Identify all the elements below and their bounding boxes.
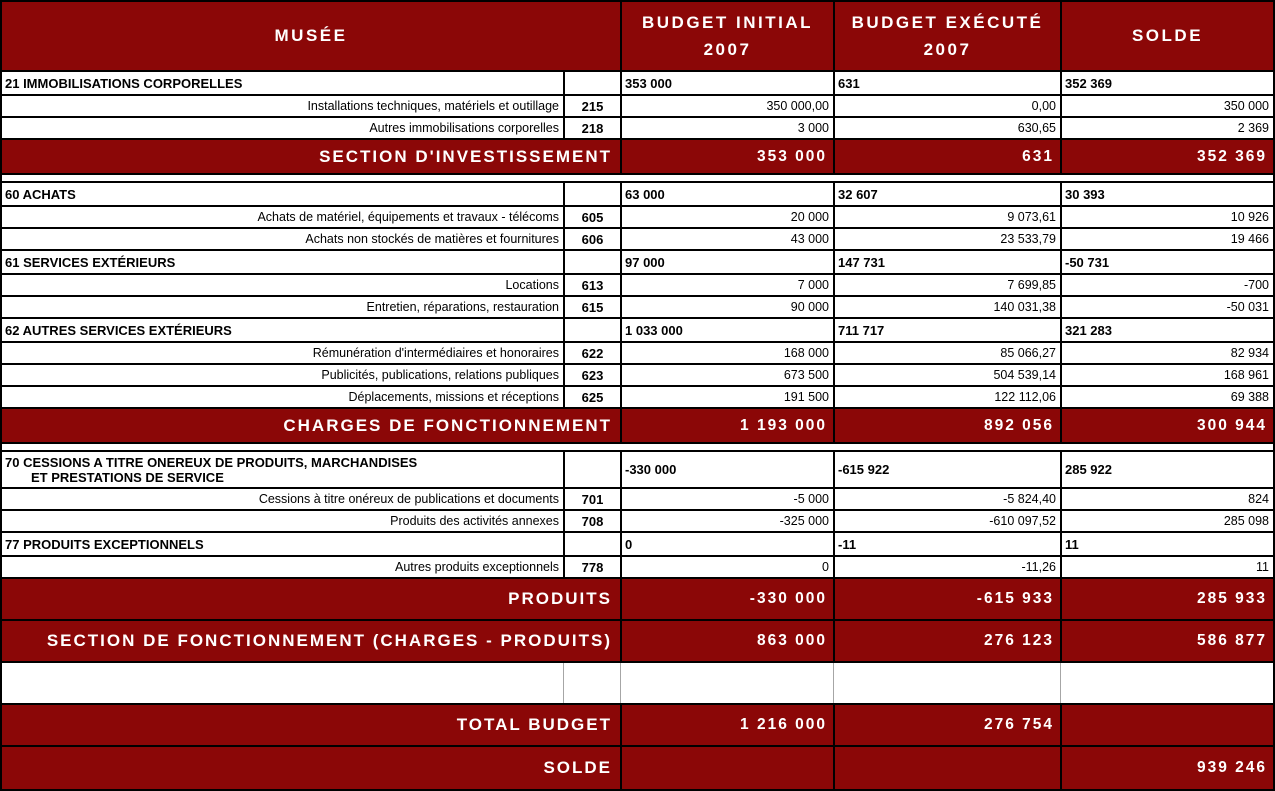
table-body — [2, 72, 1273, 789]
solde-value: 321 283 — [1060, 319, 1273, 341]
budget-initial-value: 63 000 — [620, 183, 833, 205]
row-category2 — [2, 452, 1273, 489]
spacer-solde-cell — [1060, 663, 1273, 703]
solde-value: 350 000 — [1060, 96, 1273, 116]
row-detail — [2, 489, 1273, 511]
budget-execute-value: 147 731 — [833, 251, 1060, 273]
row-detail — [2, 207, 1273, 229]
col-header-musee-label: MUSÉE — [274, 26, 348, 45]
col-header-budget-execute-year: 2007 — [923, 39, 972, 59]
solde-total — [1060, 705, 1273, 745]
budget-initial-value: 3 000 — [620, 118, 833, 138]
row-category — [2, 533, 1273, 557]
account-code — [563, 452, 620, 487]
row-gap — [2, 444, 1273, 452]
solde-value: -50 731 — [1060, 251, 1273, 273]
row-band-lg — [2, 747, 1273, 789]
budget-execute-value: 85 066,27 — [833, 343, 1060, 363]
section-total-label: SOLDE — [543, 758, 612, 777]
account-detail-label: Autres immobilisations corporelles — [369, 121, 559, 135]
account-group-label — [2, 452, 563, 487]
budget-initial-value: 191 500 — [620, 387, 833, 407]
account-code: 622 — [563, 343, 620, 363]
account-code — [563, 319, 620, 341]
spacer-budget-initial-cell — [620, 663, 833, 703]
row-category — [2, 319, 1273, 343]
budget-initial-value: 43 000 — [620, 229, 833, 249]
budget-execute-value: 9 073,61 — [833, 207, 1060, 227]
account-code: 701 — [563, 489, 620, 509]
solde-value: 82 934 — [1060, 343, 1273, 363]
budget-execute-total: 276 754 — [833, 705, 1060, 745]
solde-value: -700 — [1060, 275, 1273, 295]
row-band — [2, 409, 1273, 444]
account-detail-label: Autres produits exceptionnels — [395, 560, 559, 574]
budget-initial-value: -5 000 — [620, 489, 833, 509]
row-detail — [2, 387, 1273, 409]
account-code — [563, 72, 620, 94]
spacer-code-cell — [563, 663, 620, 703]
spacer-budget-execute-cell — [833, 663, 1060, 703]
solde-total: 285 933 — [1060, 579, 1273, 619]
budget-execute-total: 892 056 — [833, 409, 1060, 442]
budget-initial-total: 1 216 000 — [620, 705, 833, 745]
row-detail — [2, 229, 1273, 251]
budget-initial-total: 353 000 — [620, 140, 833, 173]
budget-initial-total — [620, 747, 833, 789]
budget-initial-value: 0 — [620, 533, 833, 555]
solde-value: 285 922 — [1060, 452, 1273, 487]
solde-value: 168 961 — [1060, 365, 1273, 385]
budget-execute-value: -615 922 — [833, 452, 1060, 487]
budget-initial-value: 350 000,00 — [620, 96, 833, 116]
row-detail — [2, 343, 1273, 365]
solde-value: 11 — [1060, 533, 1273, 555]
solde-total: 300 944 — [1060, 409, 1273, 442]
solde-value: 19 466 — [1060, 229, 1273, 249]
budget-execute-value: 122 112,06 — [833, 387, 1060, 407]
solde-total: 939 246 — [1060, 747, 1273, 789]
section-gap — [2, 175, 1273, 181]
account-detail-label: Achats non stockés de matières et fournitures — [305, 232, 559, 246]
budget-initial-value: 20 000 — [620, 207, 833, 227]
budget-initial-value: 0 — [620, 557, 833, 577]
budget-execute-total: 631 — [833, 140, 1060, 173]
budget-execute-value: -5 824,40 — [833, 489, 1060, 509]
account-group-label-line2: ET PRESTATIONS DE SERVICE — [31, 469, 224, 485]
account-group-label: 61 SERVICES EXTÉRIEURS — [5, 254, 176, 270]
account-detail-label: Cessions à titre onéreux de publications et documents — [258, 492, 559, 506]
account-detail-label: Produits des activités annexes — [390, 514, 559, 528]
table-header — [2, 2, 1273, 72]
solde-value: 69 388 — [1060, 387, 1273, 407]
account-code: 625 — [563, 387, 620, 407]
col-header-budget-execute-label: BUDGET EXÉCUTÉ — [851, 12, 1044, 32]
budget-initial-value: 7 000 — [620, 275, 833, 295]
row-category — [2, 183, 1273, 207]
budget-execute-value: 630,65 — [833, 118, 1060, 138]
solde-value: 824 — [1060, 489, 1273, 509]
col-header-budget-initial-label: BUDGET INITIAL — [642, 12, 813, 32]
row-gap — [2, 175, 1273, 183]
section-total-label: PRODUITS — [508, 589, 612, 608]
account-code — [563, 533, 620, 555]
budget-execute-value: 7 699,85 — [833, 275, 1060, 295]
account-code: 605 — [563, 207, 620, 227]
account-code: 215 — [563, 96, 620, 116]
row-category — [2, 251, 1273, 275]
row-detail — [2, 511, 1273, 533]
budget-initial-value: 353 000 — [620, 72, 833, 94]
budget-initial-value: -325 000 — [620, 511, 833, 531]
budget-initial-total: 1 193 000 — [620, 409, 833, 442]
account-detail-label: Publicités, publications, relations publiques — [321, 368, 559, 382]
budget-execute-value: 140 031,38 — [833, 297, 1060, 317]
budget-execute-value: 504 539,14 — [833, 365, 1060, 385]
row-category — [2, 72, 1273, 96]
row-detail — [2, 118, 1273, 140]
section-total-label: TOTAL BUDGET — [456, 715, 612, 734]
account-group-label-line1: 70 CESSIONS A TITRE ONEREUX DE PRODUITS, MARCHANDISES — [5, 454, 418, 470]
account-code: 708 — [563, 511, 620, 531]
budget-execute-total — [833, 747, 1060, 789]
budget-execute-value: 32 607 — [833, 183, 1060, 205]
section-total-label: CHARGES DE FONCTIONNEMENT — [283, 415, 612, 435]
solde-total: 352 369 — [1060, 140, 1273, 173]
budget-initial-value: 97 000 — [620, 251, 833, 273]
section-total-label: SECTION DE FONCTIONNEMENT (CHARGES - PRODUITS) — [46, 631, 612, 650]
budget-execute-value: 23 533,79 — [833, 229, 1060, 249]
budget-execute-value: 0,00 — [833, 96, 1060, 116]
section-gap — [2, 444, 1273, 450]
account-code — [563, 183, 620, 205]
row-spacer — [2, 663, 1273, 705]
row-band — [2, 140, 1273, 175]
row-band-lg — [2, 705, 1273, 747]
budget-execute-value: -11,26 — [833, 557, 1060, 577]
account-detail-label: Déplacements, missions et réceptions — [348, 390, 559, 404]
col-header-solde-label: SOLDE — [1131, 26, 1204, 45]
budget-execute-value: 631 — [833, 72, 1060, 94]
col-header-budget-initial-year: 2007 — [703, 39, 752, 59]
account-group-label: 62 AUTRES SERVICES EXTÉRIEURS — [5, 322, 232, 338]
col-header-budget-execute — [833, 2, 1060, 70]
account-code: 218 — [563, 118, 620, 138]
account-code: 606 — [563, 229, 620, 249]
row-detail — [2, 557, 1273, 579]
budget-initial-value: 673 500 — [620, 365, 833, 385]
solde-value: 11 — [1060, 557, 1273, 577]
row-band-lg — [2, 579, 1273, 621]
col-header-musee — [2, 2, 620, 70]
account-group-label: 60 ACHATS — [5, 186, 76, 202]
budget-initial-value: 1 033 000 — [620, 319, 833, 341]
budget-execute-value: 711 717 — [833, 319, 1060, 341]
budget-initial-value: 168 000 — [620, 343, 833, 363]
account-code: 615 — [563, 297, 620, 317]
solde-value: 352 369 — [1060, 72, 1273, 94]
budget-execute-total: 276 123 — [833, 621, 1060, 661]
solde-value: 30 393 — [1060, 183, 1273, 205]
account-code: 623 — [563, 365, 620, 385]
section-total-label: SECTION D'INVESTISSEMENT — [319, 146, 612, 166]
row-detail — [2, 275, 1273, 297]
solde-value: 2 369 — [1060, 118, 1273, 138]
row-detail — [2, 365, 1273, 387]
account-code — [563, 251, 620, 273]
row-detail — [2, 96, 1273, 118]
account-group-label: 21 IMMOBILISATIONS CORPORELLES — [5, 75, 243, 91]
budget-initial-total: -330 000 — [620, 579, 833, 619]
budget-execute-value: -11 — [833, 533, 1060, 555]
account-detail-label: Installations techniques, matériels et outillage — [307, 99, 559, 113]
account-detail-label: Rémunération d'intermédiaires et honoraires — [312, 346, 559, 360]
budget-initial-total: 863 000 — [620, 621, 833, 661]
solde-value: -50 031 — [1060, 297, 1273, 317]
budget-execute-total: -615 933 — [833, 579, 1060, 619]
account-detail-label: Achats de matériel, équipements et travaux - télécoms — [257, 210, 559, 224]
budget-initial-value: 90 000 — [620, 297, 833, 317]
col-header-solde — [1060, 2, 1273, 70]
solde-value: 285 098 — [1060, 511, 1273, 531]
col-header-budget-initial — [620, 2, 833, 70]
spacer-label-cell — [2, 663, 563, 703]
row-band-lg — [2, 621, 1273, 663]
account-detail-label: Locations — [505, 278, 559, 292]
row-detail — [2, 297, 1273, 319]
solde-value: 10 926 — [1060, 207, 1273, 227]
account-group-label: 77 PRODUITS EXCEPTIONNELS — [5, 536, 204, 552]
budget-initial-value: -330 000 — [620, 452, 833, 487]
account-detail-label: Entretien, réparations, restauration — [366, 300, 559, 314]
account-code: 613 — [563, 275, 620, 295]
solde-total: 586 877 — [1060, 621, 1273, 661]
budget-execute-value: -610 097,52 — [833, 511, 1060, 531]
account-code: 778 — [563, 557, 620, 577]
